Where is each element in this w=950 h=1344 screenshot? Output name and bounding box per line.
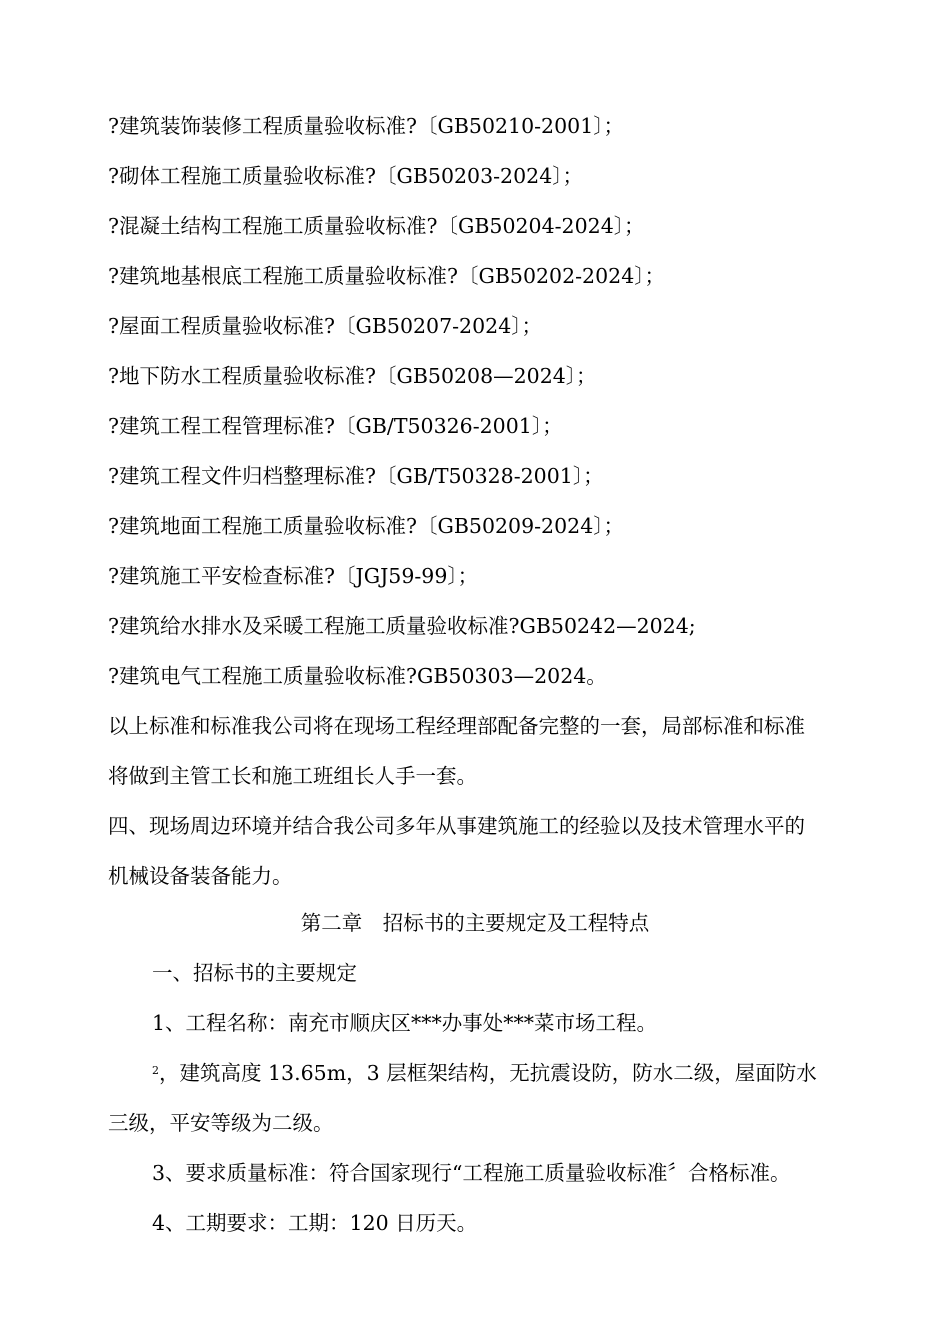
section-heading: 一、招标书的主要规定: [152, 961, 357, 985]
standard-line-7: ?建筑工程工程管理标准?〔GB/T50326-2001〕；: [108, 414, 563, 438]
standard-line-8: ?建筑工程文件归档整理标准?〔GB/T50328-2001〕；: [108, 464, 604, 488]
standard-line-6: ?地下防水工程质量验收标准?〔GB50208—2024〕；: [108, 364, 597, 388]
section-four-line-1: 四、现场周边环境并结合我公司多年从事建筑施工的经验以及技术管理水平的: [108, 814, 805, 838]
standard-line-4: ?建筑地基根底工程施工质量验收标准?〔GB50202-2024〕；: [108, 264, 665, 288]
item-schedule: 4、工期要求：工期：120 日历天。: [152, 1211, 478, 1235]
standard-line-10: ?建筑施工平安检查标准?〔JGJ59-99〕；: [108, 564, 479, 588]
footnote-marker: 2: [152, 1064, 159, 1077]
section-four-line-2: 机械设备装备能力。: [108, 864, 293, 888]
chapter-title: 第二章 招标书的主要规定及工程特点: [300, 911, 650, 935]
standard-line-1: ?建筑装饰装修工程质量验收标准?〔GB50210-2001〕；: [108, 114, 624, 138]
standard-line-11: ?建筑给水排水及采暖工程施工质量验收标准?GB50242—2024;: [108, 614, 696, 638]
standard-line-2: ?砌体工程施工质量验收标准?〔GB50203-2024〕；: [108, 164, 583, 188]
item-quality-standard: 3、要求质量标准：符合国家现行“工程施工质量验收标准〞合格标准。: [152, 1161, 791, 1185]
standards-note-line-2: 将做到主管工长和施工班组长人手一套。: [108, 764, 477, 788]
item-building-spec-line-1: [152, 1060, 817, 1086]
standard-line-9: ?建筑地面工程施工质量验收标准?〔GB50209-2024〕；: [108, 514, 624, 538]
standards-note-line-1: 以上标准和标准我公司将在现场工程经理部配备完整的一套，局部标准和标准: [108, 714, 805, 738]
item-building-spec-line-2: 三级，平安等级为二级。: [108, 1111, 334, 1135]
standard-line-3: ?混凝土结构工程施工质量验收标准?〔GB50204-2024〕；: [108, 214, 645, 238]
item-building-spec-text: ，建筑高度 13.65m，3 层框架结构，无抗震设防，防水二级，屋面防水: [159, 1061, 817, 1085]
standard-line-12: ?建筑电气工程施工质量验收标准?GB50303—2024。: [108, 664, 607, 688]
standard-line-5: ?屋面工程质量验收标准?〔GB50207-2024〕；: [108, 314, 542, 338]
item-project-name: 1、工程名称：南充市顺庆区***办事处***菜市场工程。: [152, 1011, 658, 1035]
